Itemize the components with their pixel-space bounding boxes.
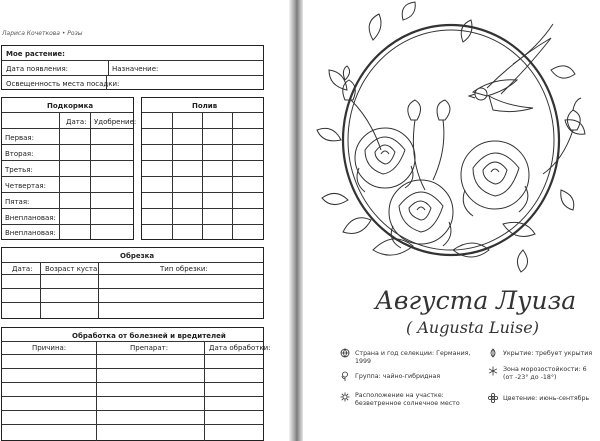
globe-icon [340,348,350,358]
divider [142,224,263,225]
divider [2,176,133,177]
divider [2,354,263,355]
rose-wreath-illustration [303,0,600,290]
divider [40,262,41,318]
treatment-reason-header: Причина: [32,344,67,352]
bloom-info: Цветение: июнь-сентябрь [503,395,590,402]
pruning-title: Обрезка [120,252,155,260]
divider [2,112,133,113]
rose-latin-name: ( Augusta Luise) [406,318,539,337]
watering-table [141,97,264,240]
treatment-product-header: Препарат: [130,344,169,352]
divider [142,128,263,129]
divider [96,341,97,441]
pruning-age-header: Возраст куста: [45,265,100,273]
divider [2,424,263,425]
divider [2,382,263,383]
pruning-date-header: Дата: [12,265,33,273]
feeding-row-label: Внеплановая: [5,214,56,222]
feeding-row-label: Пятая: [5,198,30,206]
flower-icon [488,393,498,403]
leaf-cover-icon [488,348,498,358]
divider [2,288,263,289]
left-page [0,0,289,441]
divider [2,262,263,263]
feeding-row-label: Третья: [5,166,33,174]
placement-info: Расположение на участке: безветренное солнечное место [355,392,460,407]
divider [2,144,133,145]
divider [108,60,109,75]
watering-title: Полив [192,102,218,110]
divider [2,368,263,369]
treatment-date-header: Дата обработки: [209,344,271,352]
divider [2,274,263,275]
book-spine [289,0,303,441]
divider [204,341,205,441]
divider [2,208,133,209]
cover-info: Укрытие: требует укрытия [503,350,593,357]
group-info: Группа: чайно-гибридная [355,373,441,380]
divider [2,224,133,225]
feeding-row-label: Вторая: [5,150,34,158]
sun-icon [340,392,350,402]
divider [142,176,263,177]
feeding-row-label: Первая: [5,134,34,142]
my-plant-label: Мое растение: [6,50,65,58]
frost-zone-info: Зона морозостойкости: 6 (от -23° до -18°) [503,366,587,381]
feeding-date-header: Дата: [66,118,87,126]
purpose-label: Назначение: [112,65,159,73]
divider [142,160,263,161]
appeared-date-label: Дата появления: [6,65,69,73]
divider [2,128,133,129]
feeding-row-label: Внеплановая: [5,229,56,237]
divider [142,144,263,145]
divider [142,192,263,193]
divider [2,302,263,303]
divider [2,75,263,76]
feeding-title: Подкормка [47,102,94,110]
running-header: Лариса Кочеткова • Розы [2,30,83,37]
treatment-title: Обработка от болезней и вредителей [72,332,226,340]
rose-icon [340,371,350,381]
pruning-table [1,247,264,319]
divider [2,60,263,61]
country-info: Страна и год селекции: Германия, 1999 [355,350,471,365]
plant-info-block [1,45,264,90]
treatment-table [1,327,271,441]
pruning-type-header: Тип обрезки: [160,265,208,273]
divider [2,160,133,161]
divider [2,410,263,411]
feeding-table [1,97,137,240]
feeding-fertilizer-header: Удобрение: [94,118,137,126]
lighting-label: Освещенность места посадки: [6,80,120,88]
right-page [303,0,600,441]
snowflake-icon [488,366,498,376]
divider [2,192,133,193]
rose-name: Августа Луиза [375,286,577,315]
divider [142,208,263,209]
divider [2,341,263,342]
divider [2,396,263,397]
feeding-row-label: Четвертая: [5,182,46,190]
